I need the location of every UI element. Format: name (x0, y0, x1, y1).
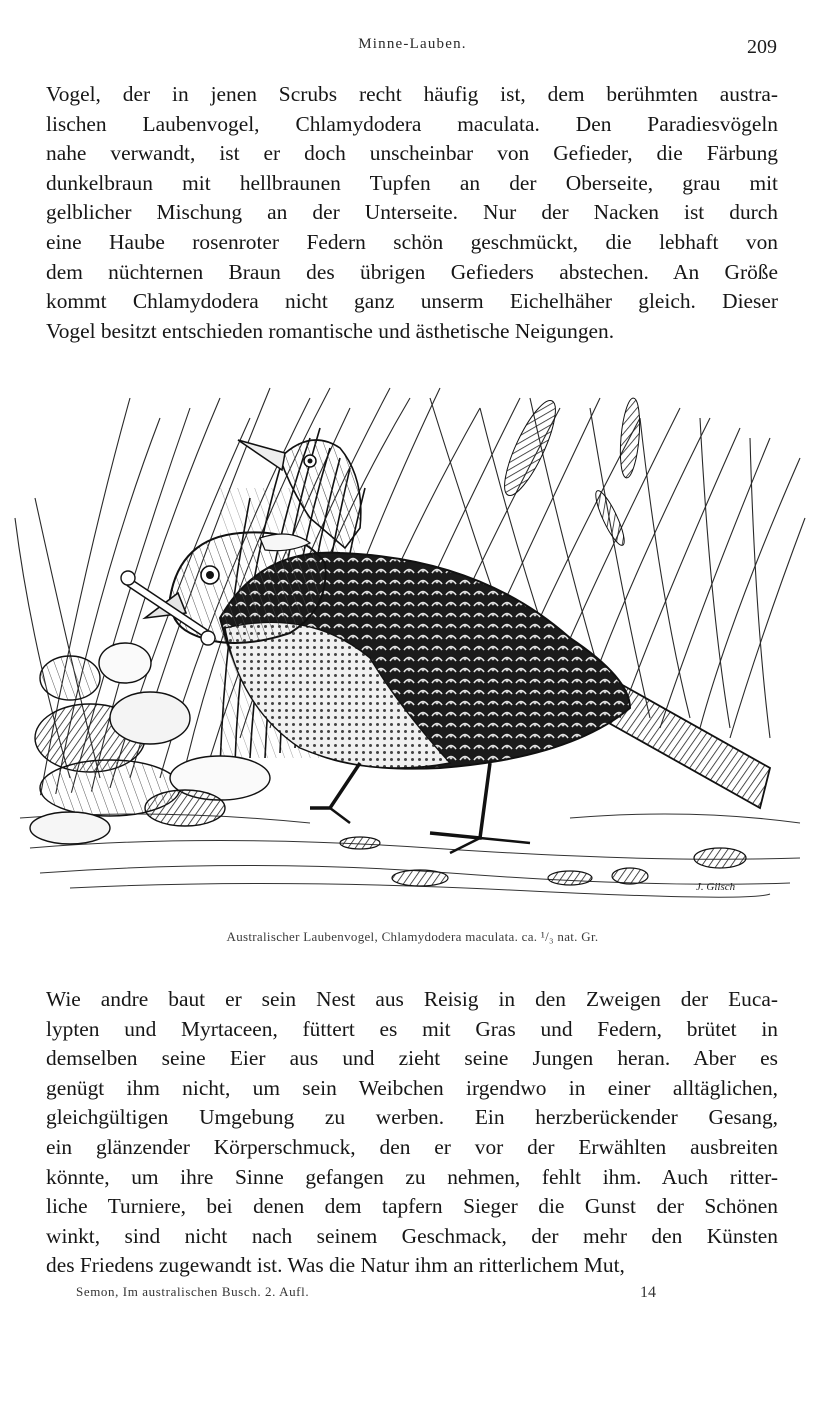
paragraph-line: Vogel besitzt entschieden romantische und ästhetische Neigungen. (46, 318, 615, 343)
paragraph-line: demselben seine Eier aus und zieht seine Jungen heran. Aber es (46, 1046, 778, 1071)
footer-signature-mark: 14 (640, 1284, 656, 1301)
paragraph-line: ein glänzender Körperschmuck, den er vor der Erwählten ausbreiten (46, 1134, 778, 1159)
paragraph-line: liche Turniere, bei denen dem tapfern Sieger die Gunst der Schönen (46, 1194, 778, 1219)
paragraph-line: dunkelbraun mit hellbraunen Tupfen an der Oberseite, grau mit (46, 170, 778, 195)
paragraph-line: Vogel, der in jenen Scrubs recht häufig ist, dem berühmten austra- (46, 82, 778, 106)
running-title: Minne-Lauben. (358, 36, 467, 52)
engraver-signature: J. Gilsch (696, 881, 736, 893)
page-number: 209 (747, 36, 777, 58)
running-head (0, 36, 825, 58)
paragraph-1 (46, 80, 778, 346)
footer-book-title: Semon, Im australischen Busch. 2. Aufl. (76, 1284, 310, 1299)
paragraph-line: könnte, um ihre Sinne gefangen zu nehmen, fehlt ihm. Auch ritter- (46, 1164, 778, 1189)
paragraph-line: des Friedens zugewandt ist. Was die Natur ihm an ritterlichem Mut, (46, 1253, 625, 1278)
paragraph-line: kommt Chlamydodera nicht ganz unserm Eichelhäher gleich. Dieser (46, 289, 778, 314)
paragraph-line: nahe verwandt, ist er doch unscheinbar von Gefieder, die Färbung (46, 141, 778, 166)
paragraph-line: lischen Laubenvogel, Chlamydodera maculata. Den Paradiesvögeln (46, 111, 778, 136)
paragraph-line: lypten und Myrtaceen, füttert es mit Gras und Federn, brütet in (46, 1016, 778, 1041)
figure-caption: Australischer Laubenvogel, Chlamydodera maculata. ca. ¹/₃ nat. Gr. (226, 929, 599, 944)
bowerbird-illustration (10, 378, 810, 902)
paragraph-line: Wie andre baut er sein Nest aus Reisig in den Zweigen der Euca- (46, 987, 778, 1011)
paragraph-line: eine Haube rosenroter Federn schön geschmückt, die lebhaft von (46, 229, 778, 254)
paragraph-line: winkt, sind nicht nach seinem Geschmack, der mehr den Künsten (46, 1223, 778, 1248)
paragraph-line: gleichgültigen Umgebung zu werben. Ein herzberückender Gesang, (46, 1105, 778, 1130)
paragraph-line: genügt ihm nicht, um sein Weibchen irgendwo in einer alltäglichen, (46, 1075, 778, 1100)
page-footer (76, 1284, 696, 1306)
paragraph-line: dem nüchternen Braun des übrigen Gefieders abstechen. An Größe (46, 259, 778, 284)
paragraph-line: gelblicher Mischung an der Unterseite. Nur der Nacken ist durch (46, 200, 778, 225)
paragraph-2 (46, 985, 778, 1281)
